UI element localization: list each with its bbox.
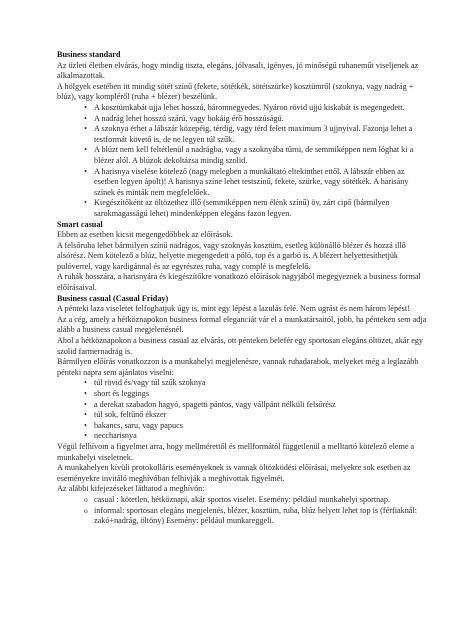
- section-heading: Smart casual: [57, 219, 103, 229]
- list-item: • A szoknya érhet a lábszár közepéig, térdig, vagy térd felett maximum 3 ujjnyival. Fazonja lehet a testformát követő is, de ne legyen túl szűk.: [84, 124, 428, 145]
- list-item: o casual : kötetlen, hétköznapi, akár sportos viselet. Esemény: például munkahelyi sportnap.: [84, 495, 428, 506]
- bullet-list: [57, 103, 428, 220]
- list-item: • Kiegészítőként az öltözethez illő (semmiképpen nem élénk színű) öv, zárt cipő (bármilyen sarokmagasságú lehet) mindenképpen elegáns fazon legyen.: [84, 198, 428, 219]
- paragraph: Ahol a hétköznapokon a business casual az elvárás, ott pénteken belefér egy sportosan elegáns öltözet, akár egy szolid farmernadrág is.: [57, 336, 424, 356]
- paragraph: A hölgyek esetében itt mindig sötét színű (fekete, sötétkék, sötétszürke) kosztümről (szoknya, vagy nadrág + blúz), vagy kompléről (ruha + blézer) beszélünk.: [57, 81, 414, 102]
- paragraph: A ruhák hosszára, a harisnyára és kiegészítőkre vonatkozó előírások nagyjából megegyeznek a business formal előírásaival.: [57, 272, 421, 293]
- list-item: • a derekat szabadon hagyó, spagetti pántos, vagy vállpánt nélküli felsőrész: [84, 400, 428, 411]
- list-item: • túl rövid és/vagy túl szűk szoknya: [84, 378, 428, 389]
- paragraph: A pénteki laza viseletet felfoghatjuk úgy is, mint egy lépést a lazulás felé. Nem ugrást és nem három lépést!: [57, 304, 410, 314]
- paragraph: Az alábbi kifejezéseket láthatod a meghívón:: [57, 484, 205, 494]
- section-heading: Business standard: [57, 50, 121, 59]
- circle-list: [57, 495, 428, 527]
- section-heading: Business casual (Casual Friday): [57, 293, 169, 303]
- paragraph: Ebben az esetben kicsit megengedőbbek az előírások.: [57, 230, 233, 240]
- paragraph: Az a cég, amely a hétköznapokon business formal eleganciát vár el a munkatársaitól, jobb, ha pénteken sem adja alább a business casual megjelenésnél.: [57, 314, 427, 335]
- list-item: • short és leggings: [84, 389, 428, 400]
- paragraph: A munkahelyen kívüli protokolláris eseményeknek is vannak öltözködési előírásai, melyekre sok esetben az eseményekre invitáló meghívóban felhívják a meghívottak figyelmét.: [57, 463, 411, 483]
- list-item: • bakancs, saru, vagy papucs: [84, 421, 428, 432]
- bullet-list: [57, 378, 428, 442]
- paragraph: Bármilyen előírás vonatkozzon is a munkahelyi megjelenésre, vannak ruhadarabok, melyeket még a leglazább pénteki napra sem ajánlatos viselni:: [57, 357, 419, 377]
- list-item: • A harisnya viselése kötelező (nagy melegben a munkáltató eltekinthet ettől. A lábszár ebben az esetben legyen ápolt)! A harisnya színe lehet testszínű, fekete, szürke, vagy sötétkék. A harisány színek és minták nem megfelelőek.: [84, 167, 428, 199]
- paragraph: A felsőruha lehet bármilyen színű nadrágos, vagy szoknyás kosztüm, esetleg különálló blézer és hozzá illő alsórész. Nem kötelező a blúz, helyette megengedett a póló, top és a garbó is. A blézert helyettesíthetjük pulóverrel, vagy kardigánnal és az egyrészes ruha, vagy complé is megfelelő.: [57, 240, 406, 271]
- list-item: • A kosztümkabát ujja lehet hosszú, háromnegyedes. Nyáron rövid ujjú kiskabát is megengedett.: [84, 103, 428, 114]
- list-item: • túl sok, feltűnő ékszer: [84, 410, 428, 421]
- list-item: • A nadrág lehet hosszú szárú, vagy bokáig érő hosszúságú.: [84, 114, 428, 125]
- paragraph: Az üzleti életben elvárás, hogy mindig tiszta, elegáns, jólvasalt, igényes, jó minőségű ruhaneműt viseljenek az alkalmazottak.: [57, 60, 419, 81]
- paragraph: Végül felhívom a figyelmet arra, hogy mellmérettől és mellformától függetlenül a melltartó kötelező eleme a munkahelyi viseletnek.: [57, 441, 415, 462]
- list-item: • neccharisnya: [84, 431, 428, 442]
- list-item: • A blúzt nem kell feltétlenül a nadrágba, vagy a szoknyába tűrni, de semmiképpen nem lóghat ki a blézer alól. A blúzok dekoltázsa mindig szolid.: [84, 145, 428, 166]
- list-item: o informal: sportosan elegáns megjelenés, blézer, kosztüm, ruha, blúz helyett lehet top is (férfiaknál: zakó+nadrág, öltöny) Esemény: például munkareggeli.: [84, 506, 428, 527]
